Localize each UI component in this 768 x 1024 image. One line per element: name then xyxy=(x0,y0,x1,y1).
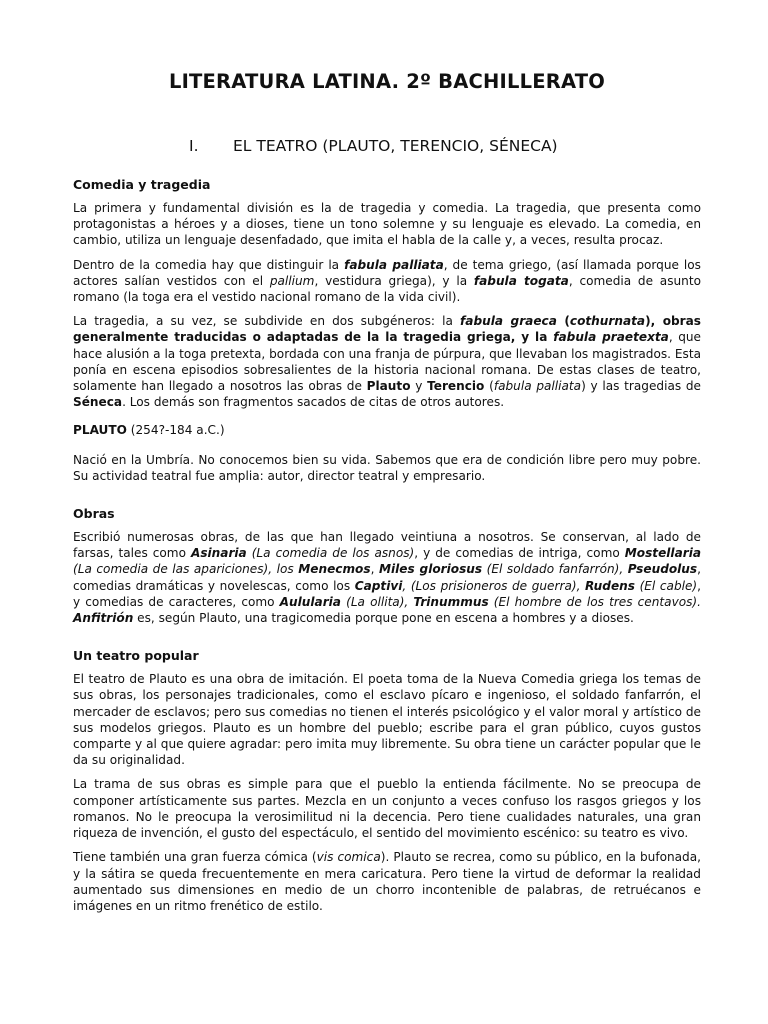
section-heading xyxy=(73,137,701,155)
author-heading xyxy=(73,422,701,438)
term-fabula-praetexta: fabula praetexta xyxy=(553,330,669,345)
paragraph-1: La primera y fundamental división es la de tragedia y comedia. La tragedia, que presenta como protagonistas a héroes y a dioses, tiene un tono solemne y su lenguaje es elevado. La comedia, en cambio, utiliza un lenguaje desenfadado, que imita el habla de la calle y, a veces, resulta procaz. xyxy=(73,201,701,248)
document-title: LITERATURA LATINA. 2º BACHILLERATO xyxy=(168,70,606,93)
term-cothurnata: cothurnata xyxy=(569,314,646,329)
author-name: PLAUTO xyxy=(73,423,127,438)
term-vis-comica: vis comica xyxy=(316,850,381,865)
paragraph-6: El teatro de Plauto es una obra de imitación. El poeta toma de la Nueva Comedia griega los temas de sus obras, los personajes tradicionales, como el esclavo pícaro e ingenioso, el soldado fanfarrón, el mercader de esclavos; pero sus comedias no tienen el interés psicológico y el valor moral y artístico de sus modelos griegos. Plauto es un hombre del pueblo; escribe para el gran público, cuyos gustos comparte y al que quiere agradar: pero imita muy libremente. Su obra tiene un carácter popular que le da su originalidad. xyxy=(73,672,701,768)
section-number: I. xyxy=(189,137,199,155)
paragraph-8: Tiene también una gran fuerza cómica (vis comica). Plauto se recrea, como su público, en la bufonada, y la sátira se queda frecuentemente en mera caricatura. Pero tiene la virtud de deformar la realidad aumentado sus dimensiones en medio de un chorro incontenible de palabras, de retruécanos e imágenes en un ritmo frenético de estilo. xyxy=(73,850,701,913)
term-fabula-togata: fabula togata xyxy=(473,273,569,288)
document-page xyxy=(73,70,701,922)
author-dates: (254?-184 a.C.) xyxy=(126,423,225,438)
term-fabula-palliata: fabula palliata xyxy=(344,257,444,272)
section-title: EL TEATRO (PLAUTO, TERENCIO, SÉNECA) xyxy=(233,137,558,155)
author-terencio: Terencio xyxy=(427,379,485,394)
term-pallium: pallium xyxy=(269,273,315,288)
paragraph-3: La tragedia, a su vez, se subdivide en dos subgéneros: la fabula graeca (cothurnata), obras generalmente traducidas o adaptadas de la la tragedia griega, y la fabula praetexta, que hace alusión a la toga pretexta, bordada con una franja de púrpura, que llevaban los magistrados. Esta ponía en escena episodios sobresalientes de la historia nacional romana. De estas clases de teatro, solamente han llegado a nosotros las obras de Plauto y Terencio (fabula palliata) y las tragedias de Séneca. Los demás son fragmentos sacados de citas de otros autores. xyxy=(73,314,701,410)
author-plauto: Plauto xyxy=(366,379,411,394)
paragraph-4: Nació en la Umbría. No conocemos bien su vida. Sabemos que era de condición libre pero muy pobre. Su actividad teatral fue amplia: autor, director teatral y empresario. xyxy=(73,452,701,483)
author-seneca: Séneca xyxy=(73,395,123,410)
heading-comedia-tragedia: Comedia y tragedia xyxy=(73,177,211,192)
paragraph-7: La trama de sus obras es simple para que el pueblo la entienda fácilmente. No se preocupa de componer artísticamente sus partes. Mezcla en un conjunto a veces confuso los rasgos griegos y los romanos. No le preocupa la verosimilitud ni la decencia. Pero tiene cualidades naturales, una gran riqueza de invención, el gusto del espectáculo, el sentido del movimiento escénico: su teatro es vivo. xyxy=(73,777,701,841)
heading-obras: Obras xyxy=(73,506,115,522)
paragraph-2: Dentro de la comedia hay que distinguir la fabula palliata, de tema griego, (así llamada porque los actores salían vestidos con el pallium, vestidura griega), y la fabula togata, comedia de asunto romano (la toga era el vestido nacional romano de la vida civil). xyxy=(73,257,701,305)
paragraph-5: Escribió numerosas obras, de las que han llegado veintiuna a nosotros. Se conservan, al lado de farsas, tales como Asinaria (La comedia de los asnos), y de comedias de intriga, como Mostellaria (La comedia de las apariciones), los Menecmos, Miles gloriosus (El soldado fanfarrón), Pseudolus, comedias dramáticas y novelescas, como los Captivi, (Los prisioneros de guerra), Rudens (El cable), y comedias de caracteres, como Aulularia (La ollita), Trinummus (El hombre de los tres centavos). Anfitrión es, según Plauto, una tragicomedia porque pone en escena a hombres y a dioses. xyxy=(73,530,701,626)
term-fabula-graeca: fabula graeca xyxy=(460,314,557,329)
heading-teatro-popular: Un teatro popular xyxy=(73,648,199,664)
